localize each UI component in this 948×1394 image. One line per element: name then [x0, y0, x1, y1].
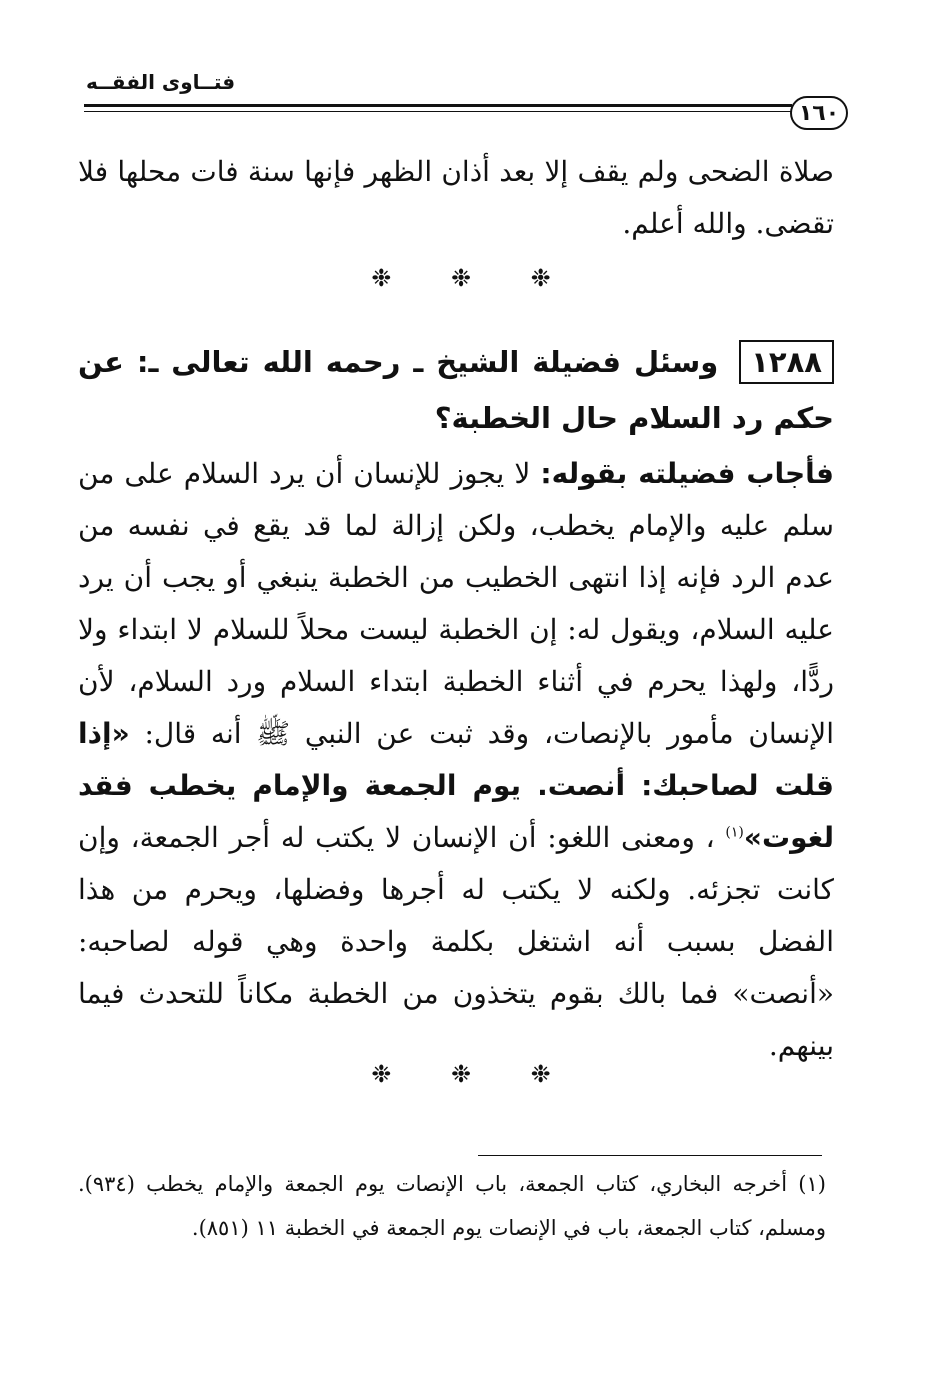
- question-number: ١٢٨٨: [739, 340, 834, 384]
- section-separator: ❉ ❉ ❉: [371, 264, 577, 292]
- footnote-reference[interactable]: (١): [725, 824, 744, 841]
- answer-text-2: ، ومعنى اللغو: أن الإنسان لا يكتب له أجر الجمعة، وإن كانت تجزئه. ولكنه لا يكتب له أجرها وفضلها، ويحرم من هذا الفضل بسبب أنه اشتغل بكلمة واحدة وهي قوله لصاحبه: «أنصت» فما بالك بقوم يتخذون من الخطبة مكاناً للتحدث فيما بينهم.: [78, 821, 834, 1062]
- footnote-item: (١) أخرجه البخاري، كتاب الجمعة، باب الإنصات يوم الجمعة والإمام يخطب (٩٣٤). ومسلم، كتاب الجمعة، باب في الإنصات يوم الجمعة في الخطبة ١١ (٨٥١).: [78, 1172, 826, 1240]
- footnote-divider: [478, 1155, 822, 1156]
- hadith-quote: «إذا قلت لصاحبك: أنصت. يوم الجمعة والإمام يخطب فقد لغوت»: [78, 717, 834, 854]
- paragraph-continuation: صلاة الضحى ولم يقف إلا بعد أذان الظهر فإنها سنة فات محلها فلا تقضى. والله أعلم.: [78, 155, 834, 240]
- footnotes: [78, 1162, 826, 1250]
- answer-text-1: لا يجوز للإنسان أن يرد السلام على من سلم عليه والإمام يخطب، ولكن إزالة لما قد يقع في نفسه من عدم الرد فإنه إذا انتهى الخطيب من الخطبة ينبغي أو يجب أن يرد عليه السلام، ويقول له: إن الخطبة ليست محلاً للسلام لا ابتداء ولا ردًّا، ولهذا يحرم في أثناء الخطبة ابتداء السلام ورد السلام، لأن الإنسان مأمور بالإنصات، وقد ثبت عن النبي ﷺ أنه قال:: [78, 457, 834, 750]
- header-rule-thick: [84, 104, 792, 107]
- answer-paragraph: [78, 448, 834, 1072]
- page-number: ١٦٠: [790, 96, 848, 130]
- answer-lead: فأجاب فضيلته بقوله:: [540, 457, 834, 490]
- question-heading: [78, 334, 834, 446]
- running-title: فتــاوى الفقــه: [86, 70, 236, 94]
- question-text: وسئل فضيلة الشيخ ـ رحمه الله تعالى ـ: عن حكم رد السلام حال الخطبة؟: [78, 345, 834, 435]
- section-separator-end: ❉ ❉ ❉: [371, 1060, 577, 1088]
- header-rule-thin: [84, 111, 792, 112]
